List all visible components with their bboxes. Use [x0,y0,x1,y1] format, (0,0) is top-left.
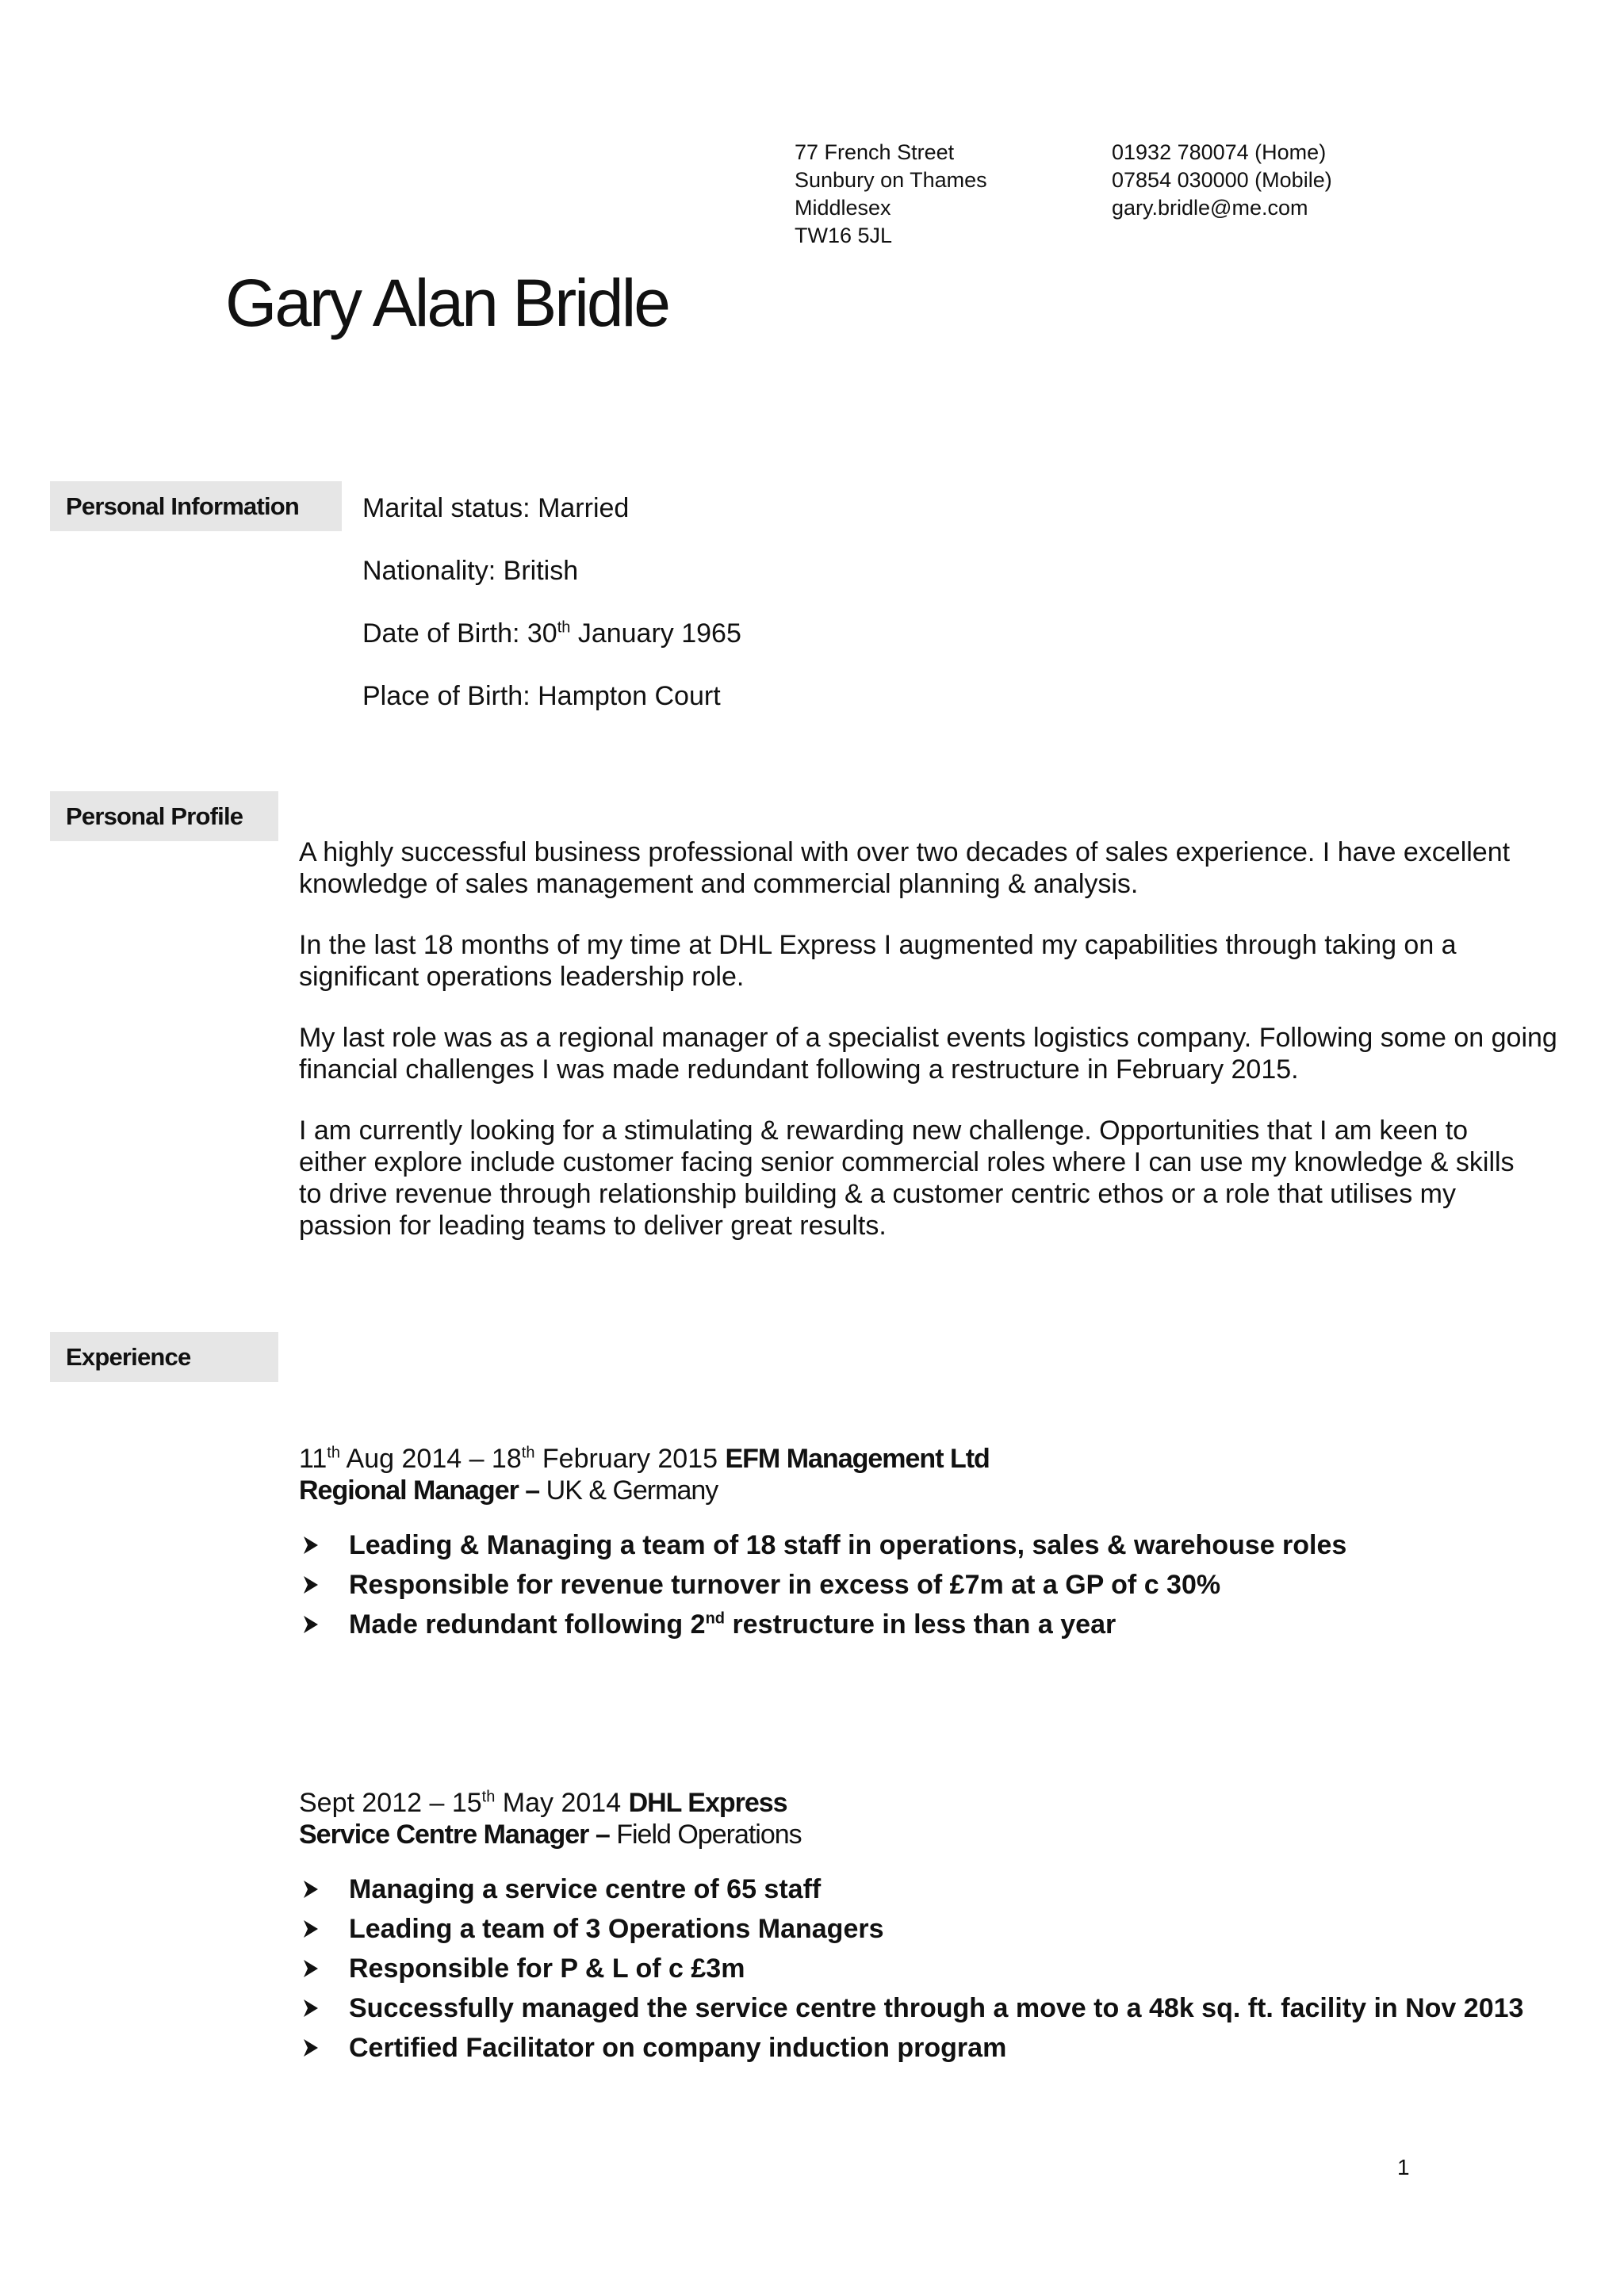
profile-paragraph: A highly successful business professional with over two decades of sales experience. I have excellent knowledge of sales management and commercial planning & analysis. [299,837,1511,899]
date-of-birth: Date of Birth: 30th January 1965 [362,618,741,649]
arrow-bullet-icon [299,1869,323,1909]
marital-status: Marital status: Married [362,493,630,523]
place-of-birth: Place of Birth: Hampton Court [362,681,721,711]
contact-block [1112,139,1332,222]
job-entry [299,1443,1346,1644]
address-block [795,139,987,250]
job-bullet: Responsible for P & L of c £3m [299,1949,1523,1988]
job-bullet: Responsible for revenue turnover in excess of £7m at a GP of c 30% [299,1565,1346,1605]
job-bullet: Leading a team of 3 Operations Managers [299,1909,1523,1949]
home-phone: 01932 780074 (Home) [1112,140,1327,164]
mobile-phone: 07854 030000 (Mobile) [1112,168,1332,192]
job-company: DHL Express [628,1788,787,1818]
profile-paragraph: I am currently looking for a stimulating & rewarding new challenge. Opportunities that I am keen to either explore include customer facing senior commercial roles where I can use my knowledge & skills to drive revenue through relationship building & a customer centric ethos or a role that utilises my passion for leading teams to deliver great results. [299,1115,1515,1241]
arrow-bullet-icon [299,1909,323,1949]
address-line: Middlesex [795,196,891,220]
arrow-bullet-icon [299,2028,323,2068]
arrow-bullet-icon [299,1565,323,1605]
address-line: TW16 5JL [795,224,893,247]
personal-information-block [362,492,741,712]
job-entry [299,1787,1523,2068]
job-bullet: Managing a service centre of 65 staff [299,1869,1523,1909]
section-label-personal-profile: Personal Profile [50,791,278,841]
job-bullet: Leading & Managing a team of 18 staff in operations, sales & warehouse roles [299,1525,1346,1565]
job-dates: Sept 2012 – 15th May 2014 DHL Express [299,1788,787,1818]
email-address: gary.bridle@me.com [1112,196,1308,220]
profile-paragraph: My last role was as a regional manager of a specialist events logistics company. Following some on going financial challenges I was made redundant following a restructure in February 2015. [299,1023,1557,1085]
arrow-bullet-icon [299,1525,323,1565]
job-bullets [299,1869,1523,2068]
candidate-name: Gary Alan Bridle [225,266,668,340]
personal-profile-text [299,836,1568,1271]
section-label-experience: Experience [50,1332,278,1382]
job-company: EFM Management Ltd [725,1444,990,1474]
arrow-bullet-icon [299,1605,323,1644]
page-number: 1 [1397,2155,1410,2179]
job-bullet: Made redundant following 2nd restructure in less than a year [299,1605,1346,1644]
address-line: Sunbury on Thames [795,168,987,192]
job-bullets [299,1525,1346,1644]
job-dates: 11th Aug 2014 – 18th February 2015 EFM Management Ltd [299,1444,990,1474]
arrow-bullet-icon [299,1988,323,2028]
address-line: 77 French Street [795,140,955,164]
arrow-bullet-icon [299,1949,323,1988]
profile-paragraph: In the last 18 months of my time at DHL Express I augmented my capabilities through taking on a significant operations leadership role. [299,930,1457,992]
job-title: Service Centre Manager – Field Operations [299,1820,802,1850]
section-label-personal-information: Personal Information [50,481,342,531]
job-bullet: Successfully managed the service centre through a move to a 48k sq. ft. facility in Nov 2013 [299,1988,1523,2028]
job-bullet: Certified Facilitator on company induction program [299,2028,1523,2068]
job-title: Regional Manager – UK & Germany [299,1475,718,1506]
nationality: Nationality: British [362,556,579,586]
